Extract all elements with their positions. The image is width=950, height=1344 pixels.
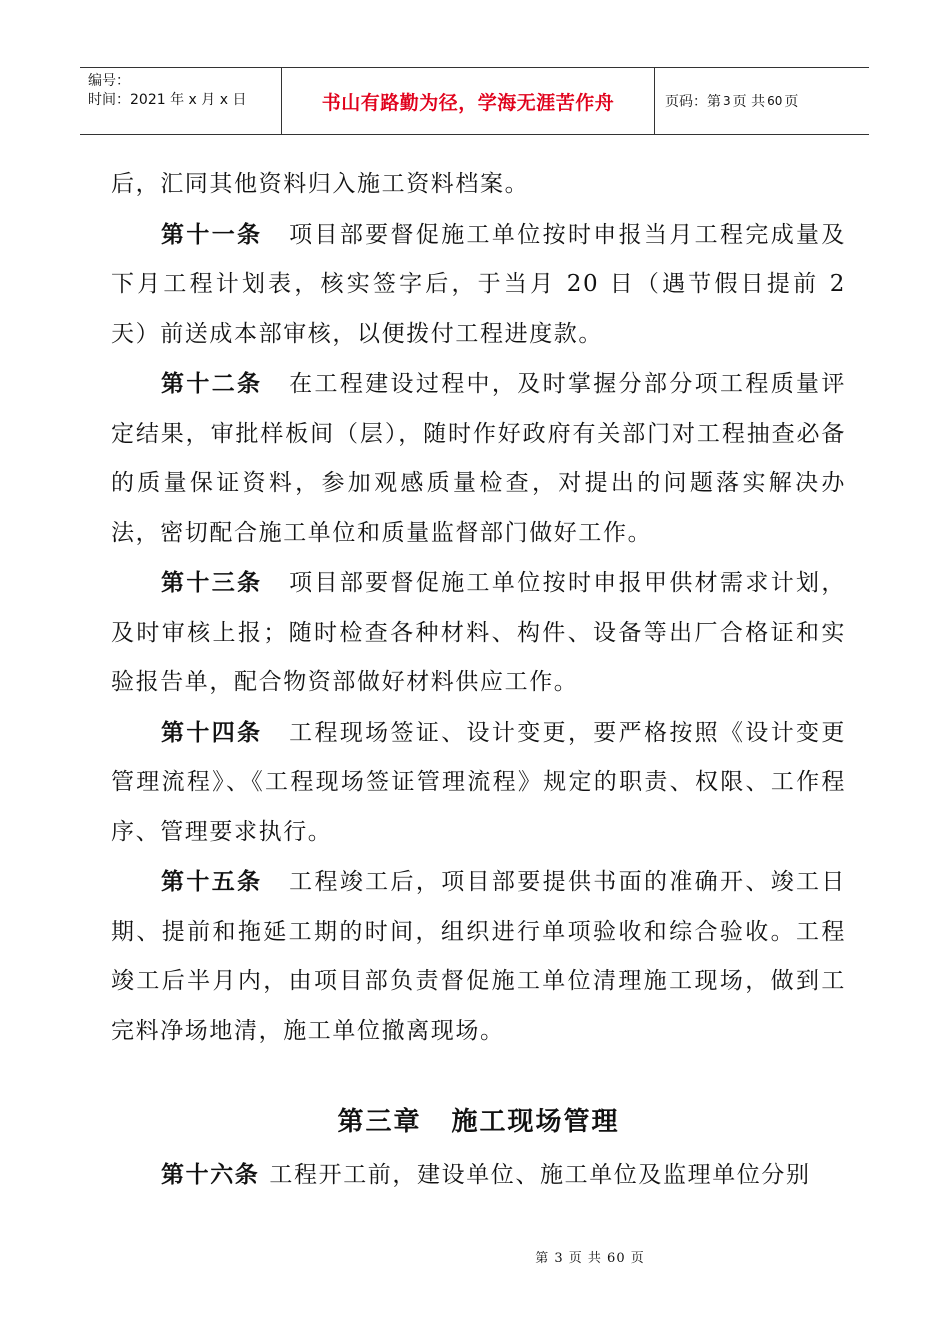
header-meta <box>80 68 282 134</box>
article-text: 在工程建设过程中，及时掌握分部分项工程质量评定结果，审批样板间（层），随时作好政府有关部门对工程抽查必备的质量保证资料，参加观感质量检查，对提出的问题落实解决办法，密切配合施工单位和质量监督部门做好工作。 <box>111 371 846 546</box>
page-prefix: 页码：第 <box>665 94 721 110</box>
page-mid: 页 共 <box>732 94 766 110</box>
header-page-info <box>655 68 869 134</box>
article-15 <box>111 857 846 1056</box>
article-text: 项目部要督促施工单位按时申报当月工程完成量及下月工程计划表，核实签字后，于当月 20 日（遇节假日提前 2 天）前送成本部审核，以便拨付工程进度款。 <box>111 221 846 347</box>
article-text: 工程现场签证、设计变更，要严格按照《设计变更管理流程》、《工程现场签证管理流程》规定的职责、权限、工作程序、管理要求执行。 <box>111 719 846 845</box>
chapter-number: 第三章 <box>337 1107 422 1137</box>
page-total: 60 <box>767 94 783 108</box>
article-title: 第十二条 <box>161 370 263 397</box>
article-14 <box>111 708 846 858</box>
page-footer: 第 3 页 共 60 页 <box>535 1251 645 1266</box>
page-suffix: 页 <box>784 94 799 110</box>
paragraph-continuation: 后，汇同其他资料归入施工资料档案。 <box>111 171 530 197</box>
article-text: 项目部要督促施工单位按时申报甲供材需求计划，及时审核上报；随时检查各种材料、构件、设备等出厂合格证和实验报告单，配合物资部做好材料供应工作。 <box>111 570 846 695</box>
article-13 <box>111 558 846 708</box>
time-text: 时间：2021 年 x 月 x 日 <box>88 92 247 108</box>
document-body <box>111 160 846 1201</box>
article-title: 第十六条 <box>161 1161 260 1188</box>
article-11 <box>111 210 846 360</box>
chapter-title: 施工现场管理 <box>451 1107 620 1137</box>
page-number: 3 <box>723 94 731 108</box>
page-header <box>80 67 869 135</box>
article-title: 第十三条 <box>161 569 263 596</box>
article-text: 工程开工前，建设单位、施工单位及监理单位分别 <box>269 1162 811 1188</box>
article-12 <box>111 359 846 558</box>
header-motto: 书山有路勤为径，学海无涯苦作舟 <box>282 68 655 134</box>
article-title: 第十五条 <box>161 868 263 895</box>
chapter-heading <box>111 1094 846 1150</box>
article-text: 工程竣工后，项目部要提供书面的准确开、竣工日期、提前和拖延工期的时间，组织进行单项验收和综合验收。工程竣工后半月内，由项目部负责督促施工单位清理施工现场，做到工完料净场地清，施工单位撤离现场。 <box>111 869 846 1044</box>
article-title: 第十四条 <box>161 718 263 746</box>
serial-label: 编号： <box>88 73 130 89</box>
article-title: 第十一条 <box>161 220 263 248</box>
article-16 <box>111 1150 846 1201</box>
